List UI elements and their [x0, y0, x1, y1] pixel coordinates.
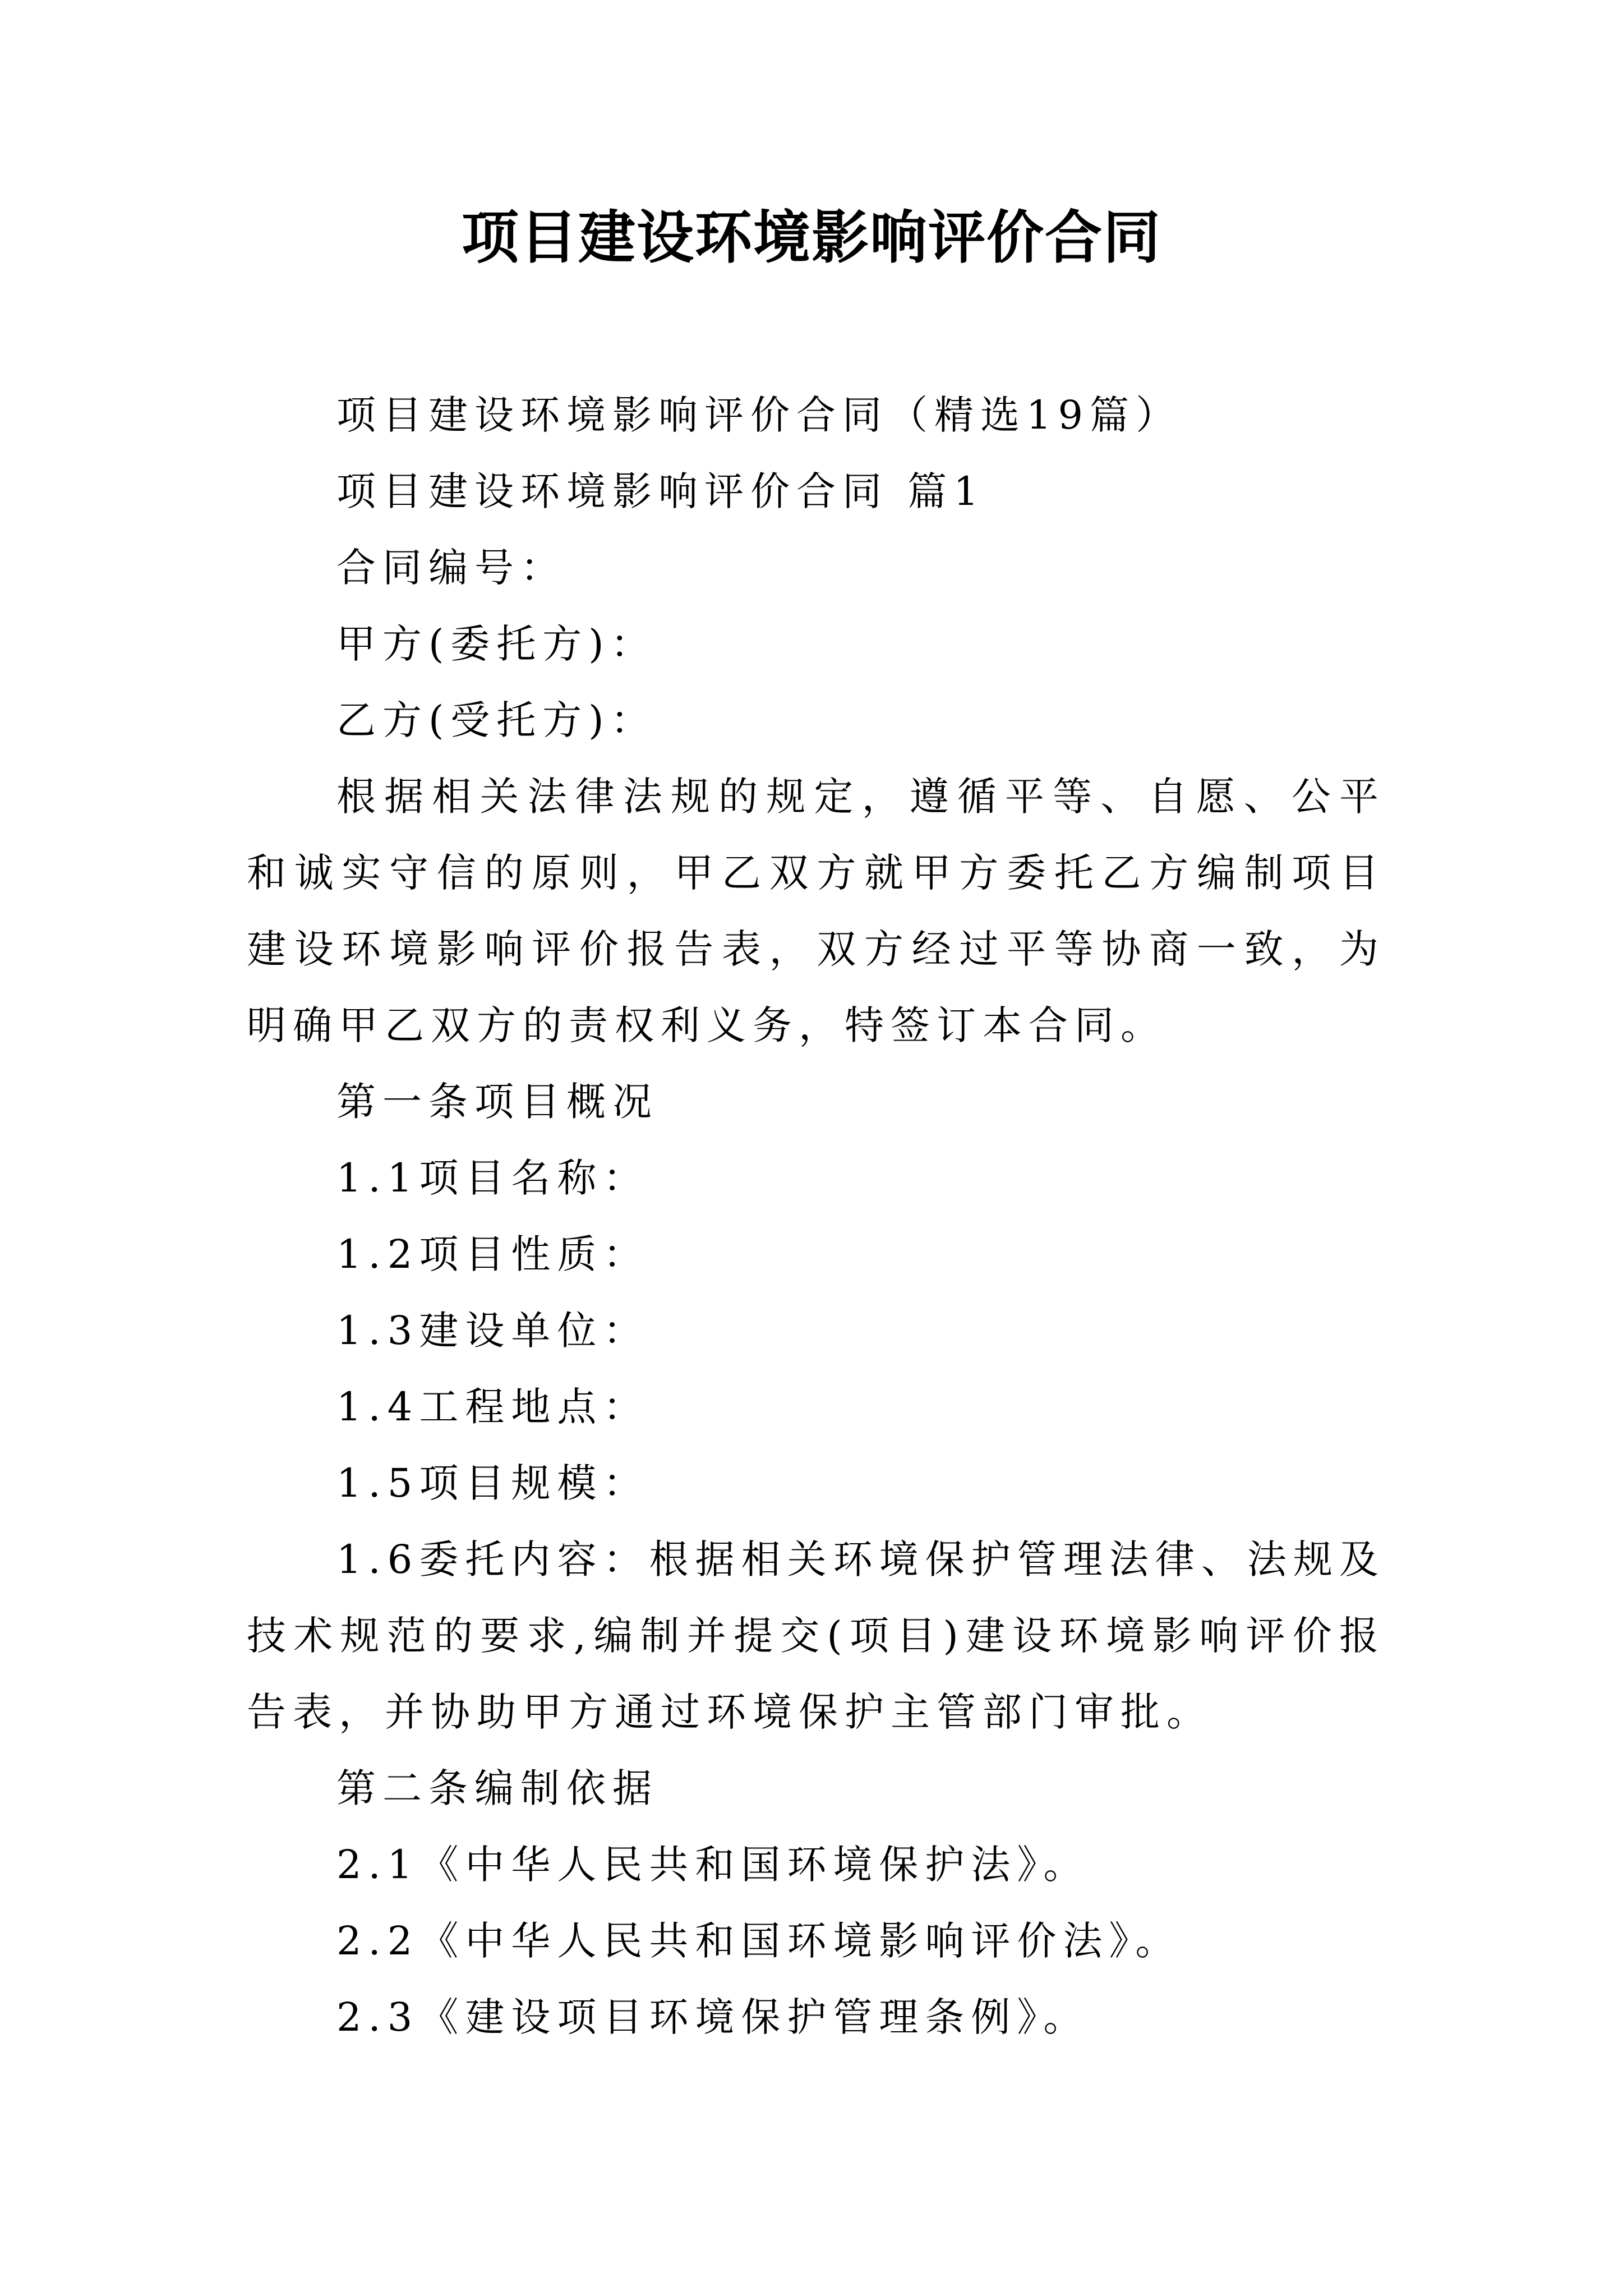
article1-item: 1.3建设单位：	[336, 1308, 649, 1354]
article1-item: 1.2项目性质：	[336, 1231, 649, 1277]
article2-heading: 第二条编制依据	[336, 1765, 658, 1811]
contract-number-line: 合同编号：	[336, 545, 566, 591]
document-title: 项目建设环境影响评价合同	[462, 205, 1161, 272]
subtitle-line: 项目建设环境影响评价合同（精选19篇）	[336, 392, 1182, 438]
article1-item6-paragraph: 1.6委托内容：根据相关环境保护管理法律、法规及技术规范的要求,编制并提交(项目)建设环境影响评价报告表，并协助甲方通过环境保护主管部门审批。	[247, 1536, 1385, 1735]
section-heading: 项目建设环境影响评价合同 篇1	[336, 468, 985, 514]
article1-heading: 第一条项目概况	[336, 1079, 658, 1125]
party-b-line: 乙方(受托方)：	[336, 697, 657, 743]
intro-paragraph: 根据相关法律法规的规定，遵循平等、自愿、公平和诚实守信的原则，甲乙双方就甲方委托乙方编制项目建设环境影响评价报告表，双方经过平等协商一致，为明确甲乙双方的责权利义务，特签订本合同。	[247, 774, 1385, 1048]
article2-item: 2.3《建设项目环境保护管理条例》。	[336, 1994, 1090, 2040]
document-body	[247, 377, 1385, 2055]
article2-item: 2.2《中华人民共和国环境影响评价法》。	[336, 1918, 1182, 1964]
article1-item: 1.4工程地点：	[336, 1384, 649, 1430]
article2-item: 2.1《中华人民共和国环境保护法》。	[336, 1842, 1090, 1888]
party-a-line: 甲方(委托方)：	[336, 621, 657, 667]
article1-item: 1.1项目名称：	[336, 1155, 649, 1201]
article1-item: 1.5项目规模：	[336, 1460, 649, 1506]
